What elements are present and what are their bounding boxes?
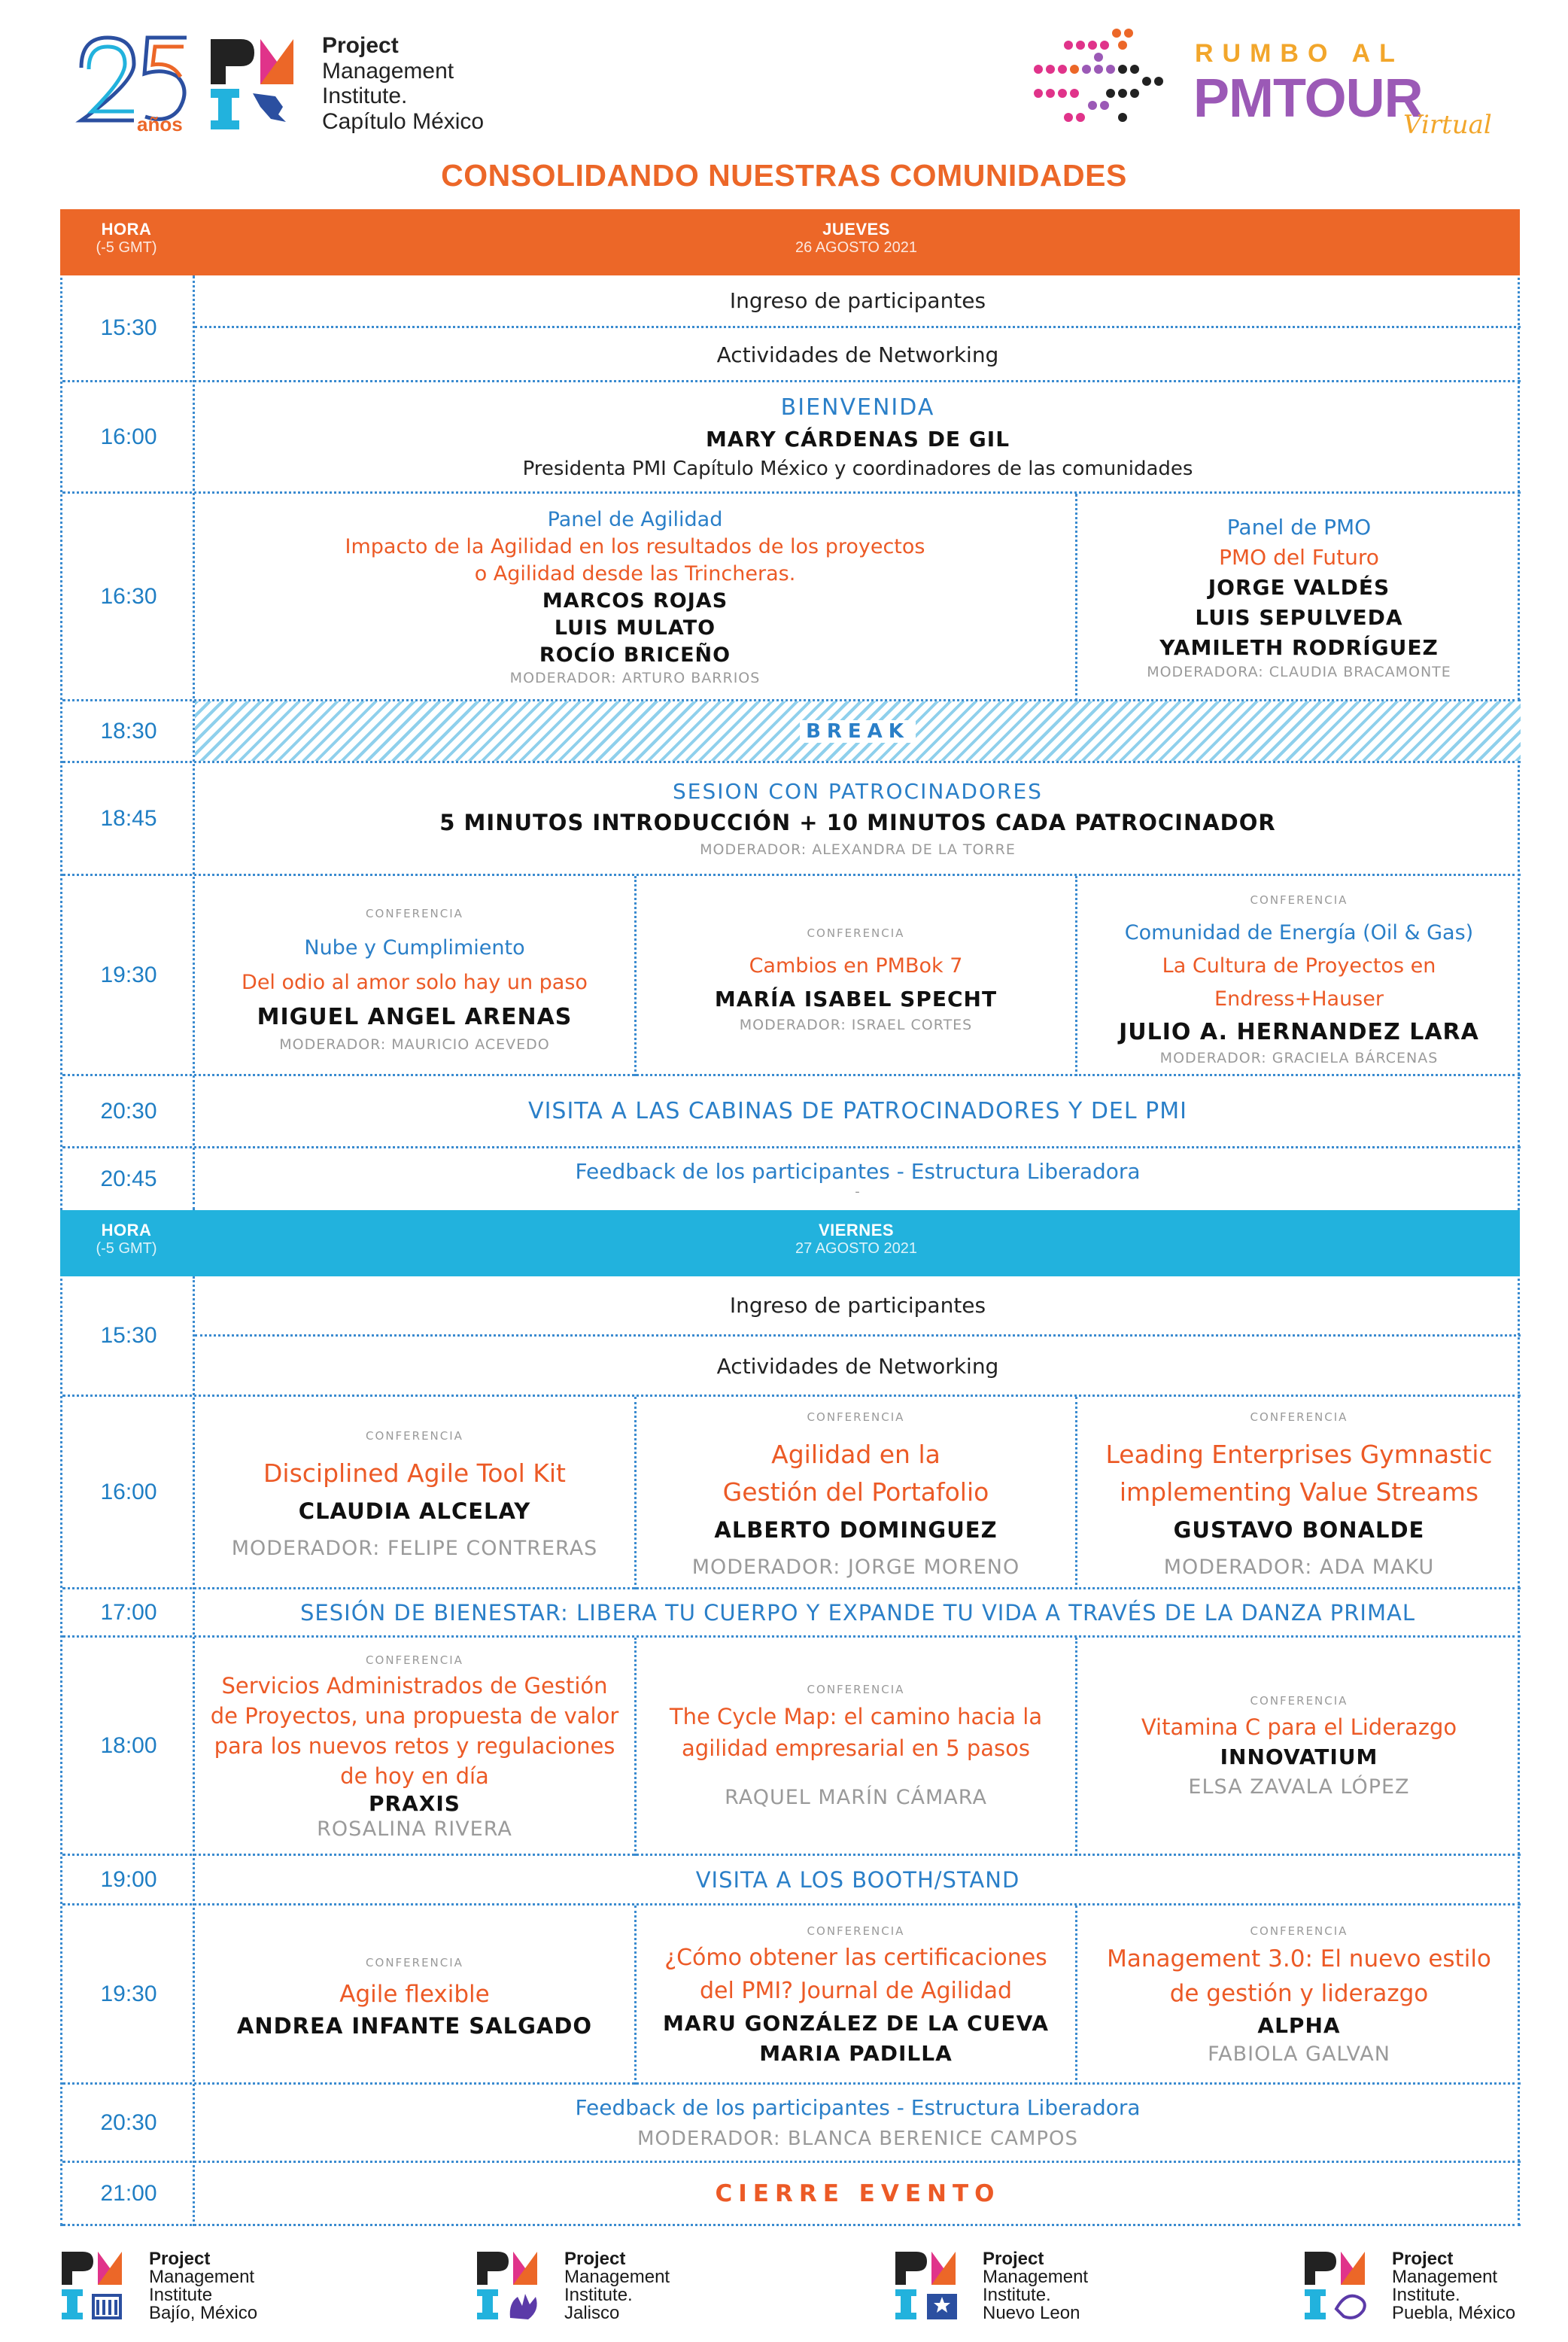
d2-row-1600 xyxy=(62,1397,1521,1589)
talk-title: agilidad empresarial en 5 pasos xyxy=(682,1735,1030,1761)
session-title: BIENVENIDA xyxy=(780,394,935,421)
session-title: CIERRE EVENTO xyxy=(715,2179,1001,2207)
gmt-label: (-5 GMT) xyxy=(96,239,157,256)
time: 19:30 xyxy=(100,962,157,987)
time: 18:30 xyxy=(100,718,157,744)
talk-title: de hoy en día xyxy=(340,1763,489,1789)
pmi-line-3: Institute. xyxy=(322,84,408,109)
pmi-logo-icon xyxy=(60,2250,143,2325)
footer-line: Project xyxy=(983,2249,1044,2269)
moderator: MODERADOR: GRACIELA BÁRCENAS xyxy=(1159,1049,1439,1066)
time: 19:00 xyxy=(100,1866,157,1892)
d1-row-1630 xyxy=(62,494,1521,701)
speaker-name: MARIA PADILLA xyxy=(759,2040,953,2066)
time: 15:30 xyxy=(100,315,157,340)
footer-line: Management xyxy=(149,2267,255,2287)
d1-row-2045 xyxy=(62,1148,1521,1210)
company-name: ALPHA xyxy=(1257,2012,1341,2038)
speaker-name: MARÍA ISABEL SPECHT xyxy=(714,986,998,1011)
d1-row-2030 xyxy=(62,1076,1521,1148)
talk-title: Nube y Cumplimiento xyxy=(304,935,525,960)
moderator: MODERADOR: ARTURO BARRIOS xyxy=(509,669,761,686)
moderator: MODERADOR: ALEXANDRA DE LA TORRE xyxy=(700,841,1016,858)
speaker-name: MIGUEL ANGEL ARENAS xyxy=(257,1003,573,1030)
time: 16:00 xyxy=(100,1479,157,1504)
moderator: MODERADOR: BLANCA BERENICE CAMPOS xyxy=(637,2128,1079,2150)
arrows-dots-icon xyxy=(1023,23,1174,135)
talk-title: Agile flexible xyxy=(339,1980,490,2008)
time: 21:00 xyxy=(100,2180,157,2206)
speaker-name: YAMILETH RODRÍGUEZ xyxy=(1159,634,1439,660)
conference-tag: CONFERENCIA xyxy=(1250,1410,1348,1424)
tour-line-1: RUMBO AL xyxy=(1195,39,1404,68)
conference-tag: CONFERENCIA xyxy=(807,1682,905,1696)
session-title: VISITA A LOS BOOTH/STAND xyxy=(695,1866,1020,1893)
hora-label: HORA xyxy=(101,1221,152,1239)
moderator: MODERADOR: MAURICIO ACEVEDO xyxy=(279,1036,550,1053)
pmi-logo-icon xyxy=(1303,2250,1386,2325)
session-title: SESION CON PATROCINADORES xyxy=(673,779,1043,804)
footer-line: Project xyxy=(149,2249,211,2269)
speaker-name: LUIS SEPULVEDA xyxy=(1195,604,1403,630)
footer-logo-jalisco xyxy=(476,2249,716,2323)
moderator: MODERADOR: ADA MAKU xyxy=(1163,1555,1435,1579)
speaker-name: MARCOS ROJAS xyxy=(542,589,728,613)
d2-row-2100 xyxy=(62,2163,1521,2226)
conference-tag: CONFERENCIA xyxy=(366,1653,463,1667)
pmi-logo-icon xyxy=(894,2250,977,2325)
d1-row-1845 xyxy=(62,763,1521,876)
footer-line: Jalisco xyxy=(564,2303,620,2323)
company-name: PRAXIS xyxy=(369,1790,460,1816)
conference-tag: CONFERENCIA xyxy=(807,926,905,940)
conference-tag: CONFERENCIA xyxy=(366,1955,463,1969)
session-title: Feedback de los participantes - Estructura Liberadora xyxy=(575,2095,1141,2120)
speaker-name: MARY CÁRDENAS DE GIL xyxy=(705,426,1010,452)
d2-row-1800 xyxy=(62,1638,1521,1856)
footer-line: Nuevo Leon xyxy=(983,2303,1080,2323)
conference-tag: CONFERENCIA xyxy=(1250,1693,1348,1708)
speaker-name: JORGE VALDÉS xyxy=(1208,574,1390,600)
talk-title: Agilidad en la xyxy=(771,1439,940,1469)
speaker-name: RAQUEL MARÍN CÁMARA xyxy=(725,1785,987,1809)
panel-title: Panel de PMO xyxy=(1226,514,1372,540)
session-description: Presidenta PMI Capítulo México y coordinadores de las comunidades xyxy=(522,457,1193,480)
speaker-name: ROSALINA RIVERA xyxy=(317,1817,512,1841)
tour-line-3: Virtual xyxy=(1403,110,1492,140)
panel-title: Panel de Agilidad xyxy=(547,507,723,531)
time: 17:00 xyxy=(100,1599,157,1625)
talk-title: Management 3.0: El nuevo estilo xyxy=(1107,1945,1491,1972)
conference-tag: CONFERENCIA xyxy=(366,906,463,920)
talk-title: Comunidad de Energía (Oil & Gas) xyxy=(1124,920,1474,944)
d2-row-1900 xyxy=(62,1856,1521,1906)
talk-title: implementing Value Streams xyxy=(1119,1477,1479,1507)
conference-tag: CONFERENCIA xyxy=(366,1428,463,1443)
hora-label: HORA xyxy=(101,220,152,239)
d2-row-1700 xyxy=(62,1589,1521,1638)
moderator: MODERADORA: CLAUDIA BRACAMONTE xyxy=(1147,663,1451,680)
talk-title: Endress+Hauser xyxy=(1214,987,1384,1011)
day-2-schedule xyxy=(60,1210,1520,2226)
talk-title: Cambios en PMBok 7 xyxy=(749,954,963,978)
talk-title: Del odio al amor solo hay un paso xyxy=(242,970,588,994)
d2-row-2030 xyxy=(62,2085,1521,2163)
day-1-header xyxy=(60,209,1520,275)
time: 19:30 xyxy=(100,1981,157,2006)
session-title: SESIÓN DE BIENESTAR: LIBERA TU CUERPO Y EXPANDE TU VIDA A TRAVÉS DE LA DANZA PRIMAL xyxy=(300,1599,1415,1626)
session-title: VISITA A LAS CABINAS DE PATROCINADORES Y DEL PMI xyxy=(528,1098,1187,1124)
footer-line: Management xyxy=(1392,2267,1498,2287)
footer-line: Project xyxy=(564,2249,626,2269)
day-label: JUEVES xyxy=(822,220,890,239)
pmi-logo-icon xyxy=(476,2250,558,2325)
speaker-name: CLAUDIA ALCELAY xyxy=(298,1498,531,1524)
speaker-name: ELSA ZAVALA LÓPEZ xyxy=(1188,1775,1410,1799)
footer-logo-puebla xyxy=(1303,2249,1529,2323)
footer-line: Institute xyxy=(149,2285,213,2305)
footer-line: Puebla, México xyxy=(1392,2303,1516,2323)
conference-tag: CONFERENCIA xyxy=(1250,893,1348,907)
time: 20:30 xyxy=(100,2109,157,2135)
d2-row-1530 xyxy=(62,1276,1521,1397)
talk-title: para los nuevos retos y regulaciones xyxy=(214,1732,615,1759)
footer-logo-nuevo-leon xyxy=(894,2249,1135,2323)
moderator: MODERADOR: FELIPE CONTRERAS xyxy=(231,1536,598,1560)
session-title: Actividades de Networking xyxy=(716,342,999,367)
d1-row-1600 xyxy=(62,382,1521,494)
break-label: BREAK xyxy=(800,720,916,743)
talk-title: Disciplined Agile Tool Kit xyxy=(263,1458,566,1488)
speaker-name: GUSTAVO BONALDE xyxy=(1173,1516,1425,1543)
panel-subtitle: PMO del Futuro xyxy=(1219,544,1379,570)
time: 16:00 xyxy=(100,424,157,449)
d1-row-1530 xyxy=(62,275,1521,382)
session-title: Feedback de los participantes - Estructura Liberadora xyxy=(575,1159,1141,1184)
footer-logo-bajio xyxy=(60,2249,301,2323)
date-label: 26 AGOSTO 2021 xyxy=(795,239,917,256)
conference-tag: CONFERENCIA xyxy=(807,1924,905,1938)
footer-line: Project xyxy=(1392,2249,1454,2269)
session-title: Ingreso de participantes xyxy=(729,1293,986,1318)
footer-line: Institute. xyxy=(564,2285,633,2305)
pmi-mexico-logo xyxy=(208,33,509,134)
company-name: INNOVATIUM xyxy=(1220,1744,1378,1769)
rumbo-al-pmtour-logo xyxy=(1023,23,1520,143)
footer-line: Management xyxy=(564,2267,670,2287)
speaker-name: JULIO A. HERNANDEZ LARA xyxy=(1119,1018,1479,1045)
day-1-schedule xyxy=(60,209,1520,1210)
d1-row-1830 xyxy=(62,701,1521,763)
talk-title: Leading Enterprises Gymnastic xyxy=(1105,1439,1493,1469)
gmt-label: (-5 GMT) xyxy=(96,1240,157,1257)
talk-title: The Cycle Map: el camino hacia la xyxy=(669,1703,1043,1729)
footer-line: Bajío, México xyxy=(149,2303,258,2323)
page-title: CONSOLIDANDO NUESTRAS COMUNIDADES xyxy=(441,158,1127,193)
footer-line: Institute. xyxy=(983,2285,1051,2305)
speaker-name: LUIS MULATO xyxy=(554,616,716,640)
d1-row-1930 xyxy=(62,876,1521,1076)
time: 20:30 xyxy=(100,1098,157,1124)
pmi-line-2: Management xyxy=(322,58,454,84)
speaker-name: ROCÍO BRICEÑO xyxy=(539,643,731,667)
d2-row-1930 xyxy=(62,1906,1521,2085)
day-label: VIERNES xyxy=(818,1221,895,1239)
time: 18:45 xyxy=(100,805,157,831)
pmi-line-1: Project xyxy=(322,33,399,58)
session-title: Ingreso de participantes xyxy=(729,288,986,313)
day-2-header xyxy=(60,1210,1520,1276)
tour-line-2: PMTOUR xyxy=(1193,68,1423,129)
time: 20:45 xyxy=(100,1166,157,1191)
talk-title: Servicios Administrados de Gestión xyxy=(221,1672,608,1699)
talk-title: ¿Cómo obtener las certificaciones xyxy=(664,1944,1047,1971)
anniversary-word: años xyxy=(137,113,183,135)
moderator: MODERADOR: ISRAEL CORTES xyxy=(739,1016,973,1033)
speaker-name: ANDREA INFANTE SALGADO xyxy=(236,2012,593,2039)
speaker-name: FABIOLA GALVAN xyxy=(1208,2042,1390,2066)
pmi-line-4: Capítulo México xyxy=(322,108,485,134)
talk-title: La Cultura de Proyectos en xyxy=(1162,954,1436,978)
conference-tag: CONFERENCIA xyxy=(807,1410,905,1424)
dash: - xyxy=(855,1184,861,1200)
time: 16:30 xyxy=(100,583,157,609)
talk-title: del PMI? Journal de Agilidad xyxy=(699,1977,1013,2004)
talk-title: de gestión y liderazgo xyxy=(1169,1979,1429,2007)
talk-title: Gestión del Portafolio xyxy=(722,1477,989,1507)
date-label: 27 AGOSTO 2021 xyxy=(795,1240,917,1257)
footer-line: Management xyxy=(983,2267,1089,2287)
panel-subtitle: o Agilidad desde las Trincheras. xyxy=(474,561,796,586)
time: 15:30 xyxy=(100,1322,157,1348)
talk-title: Vitamina C para el Liderazgo xyxy=(1141,1714,1457,1740)
session-subtitle: 5 MINUTOS INTRODUCCIÓN + 10 MINUTOS CADA PATROCINADOR xyxy=(439,810,1276,835)
talk-title: de Proyectos, una propuesta de valor xyxy=(210,1702,619,1729)
moderator: MODERADOR: JORGE MORENO xyxy=(691,1555,1020,1579)
pmi-logo-icon xyxy=(208,36,305,134)
time: 18:00 xyxy=(100,1732,157,1758)
conference-tag: CONFERENCIA xyxy=(1250,1924,1348,1938)
session-title: Actividades de Networking xyxy=(716,1354,999,1379)
speaker-name: ALBERTO DOMINGUEZ xyxy=(714,1516,998,1543)
speaker-name: MARU GONZÁLEZ DE LA CUEVA xyxy=(662,2010,1050,2036)
footer-line: Institute. xyxy=(1392,2285,1460,2305)
panel-subtitle: Impacto de la Agilidad en los resultados de los proyectos xyxy=(345,534,925,558)
